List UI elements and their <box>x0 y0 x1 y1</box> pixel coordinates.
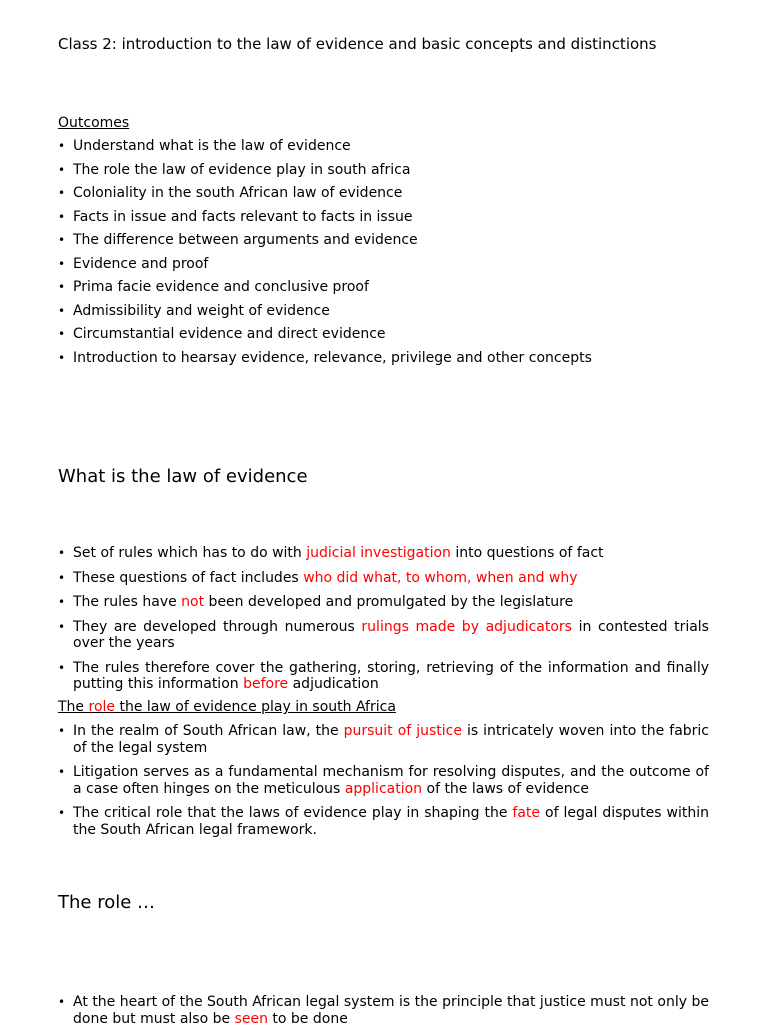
text-segment: The rules have <box>73 594 182 610</box>
text-segment: Set of rules which has to do with <box>73 545 307 561</box>
text-segment: The <box>58 699 89 715</box>
highlight-text: application <box>344 780 423 797</box>
list-item <box>58 994 709 1027</box>
list-item: • Circumstantial evidence and direct evidence <box>58 326 709 350</box>
highlight-text: role <box>88 699 120 715</box>
section-heading-the-role: The role … <box>58 892 156 913</box>
text-segment: into questions of fact <box>450 545 604 561</box>
text-segment: the law of evidence play in south Africa <box>119 699 396 715</box>
page-title: Class 2: introduction to the law of evidence and basic concepts and distinctions <box>58 35 657 53</box>
role-list <box>58 723 709 846</box>
text-segment: The rules therefore cover the gathering, storing, retrieving of the information and finally putting this information <box>73 659 709 692</box>
highlight-text: fate <box>512 805 541 821</box>
highlight-text: who did what, to whom, when and why <box>303 569 578 586</box>
text-segment: The critical role that the laws of evidence play in shaping the <box>73 805 513 821</box>
list-item: • Coloniality in the south African law of evidence <box>58 185 709 209</box>
list-item: • The difference between arguments and evidence <box>58 232 709 256</box>
list-item <box>58 619 709 652</box>
section-heading-law-of-evidence: What is the law of evidence <box>58 466 308 487</box>
text-segment: In the realm of South African law, the <box>73 723 344 739</box>
list-item <box>58 805 709 838</box>
list-item: • The role the law of evidence play in south africa <box>58 162 709 186</box>
text-segment: to be done <box>267 1010 348 1027</box>
list-item <box>58 723 709 756</box>
list-item <box>58 594 709 611</box>
text-segment: adjudication <box>288 676 379 692</box>
text-segment: They are developed through numerous <box>73 618 362 635</box>
list-item: • Prima facie evidence and conclusive proof <box>58 279 709 303</box>
text-segment: These questions of fact includes <box>73 569 304 586</box>
highlight-text: rulings made by adjudicators <box>361 618 572 635</box>
text-segment: been developed and promulgated by the legislature <box>204 594 574 610</box>
text-segment: in contested trials over the years <box>73 618 709 651</box>
list-item: • Understand what is the law of evidence <box>58 138 709 162</box>
outcomes-list <box>58 138 709 373</box>
highlight-text: not <box>181 594 205 610</box>
list-item <box>58 545 709 562</box>
outcomes-label: Outcomes <box>58 115 130 131</box>
text-segment: At the heart of the South African legal system is the principle that justice must not only be done but must also be <box>73 994 709 1027</box>
list-item: • Facts in issue and facts relevant to facts in issue <box>58 209 709 233</box>
highlight-text: before <box>243 676 289 692</box>
role-label <box>58 699 396 715</box>
text-segment: is intricately woven into the fabric of the legal system <box>73 723 710 756</box>
text-segment: Litigation serves as a fundamental mechanism for resolving disputes, and the outcome of a case often hinges on the meticulous <box>73 764 709 797</box>
text-segment: of the laws of evidence <box>422 780 589 797</box>
list-item: • Admissibility and weight of evidence <box>58 303 709 327</box>
list-item <box>58 570 709 587</box>
highlight-text: judicial investigation <box>306 545 451 561</box>
list-item: • Introduction to hearsay evidence, relevance, privilege and other concepts <box>58 350 709 374</box>
the-role-list <box>58 994 709 1035</box>
list-item: • Evidence and proof <box>58 256 709 280</box>
text-segment: of legal disputes within the South African legal framework. <box>73 805 709 838</box>
law-of-evidence-list <box>58 545 709 701</box>
list-item <box>58 764 709 797</box>
list-item <box>58 660 709 693</box>
highlight-text: pursuit of justice <box>343 723 462 739</box>
highlight-text: seen <box>234 1010 268 1027</box>
